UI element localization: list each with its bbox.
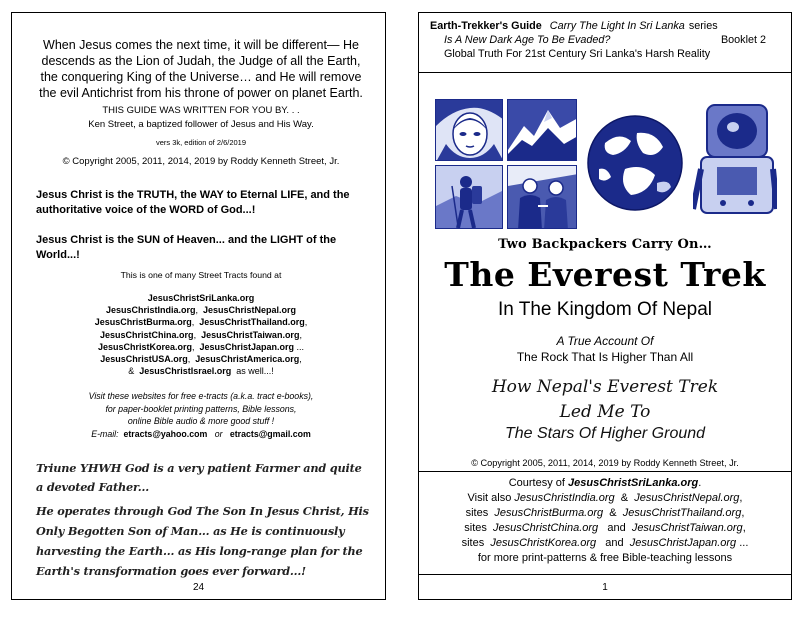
site-link-israel[interactable]: JesusChristIsrael.org <box>139 366 232 377</box>
courtesy-site-thailand[interactable]: JesusChristThailand.org <box>622 507 742 519</box>
site-link-srilanka[interactable]: JesusChristSriLanka.org <box>147 293 255 303</box>
courtesy-site-korea[interactable]: JesusChristKorea.org <box>490 537 597 549</box>
operates-statement: He operates through God The Son In Jesus Christ, His Only Begotten Son of Man... as He is continuously harvesting the Earth... as His long-range plan for the Earth's transformation goes ever forward...! <box>36 504 369 578</box>
header-line-2 <box>430 33 782 47</box>
true-account-line-1: A True Account Of <box>556 334 654 348</box>
courtesy-box: Courtesy of JesusChristSriLanka.org. Visit also JesusChristIndia.org & JesusChristNepal.org, sites JesusChristBurma.org & JesusChristThailand.org, sites JesusChristChina.org and JesusChristTaiwan.org, sites JesusChristKorea.org and JesusChristJapan.org ... for more print-patterns & free Bible-teaching lessons <box>419 471 791 575</box>
stars-line: The Stars Of Higher Ground <box>504 425 706 442</box>
site-link-burma[interactable]: JesusChristBurma.org <box>94 317 192 328</box>
visit-free-line-2: for paper-booklet printing patterns, Bible lessons, <box>105 403 297 414</box>
site-link-taiwan[interactable]: JesusChristTaiwan.org <box>201 329 300 340</box>
header-line-1 <box>430 19 782 33</box>
how-nepal-line-2: Led Me To <box>559 402 651 422</box>
astronaut-image <box>693 99 777 229</box>
sites-word-3: sites <box>461 537 485 549</box>
right-page <box>418 12 792 600</box>
author-line: Ken Street, a baptized follower of Jesus and His Way. <box>88 119 314 130</box>
courtesy-site-china[interactable]: JesusChristChina.org <box>493 522 599 534</box>
mountain-photo <box>507 99 577 161</box>
sun-statement: Jesus Christ is the SUN of Heaven... and the LIGHT of the World...! <box>36 234 337 261</box>
how-nepal-block <box>419 375 791 425</box>
page-number-right: 1 <box>602 582 608 593</box>
backpackers-photo <box>507 165 577 229</box>
page-number-left: 24 <box>192 582 205 593</box>
site-link-thailand[interactable]: JesusChristThailand.org <box>199 317 305 328</box>
series-word: series <box>688 20 718 32</box>
author-block <box>32 104 370 132</box>
email-link-gmail[interactable]: etracts@gmail.com <box>229 428 311 439</box>
email-link-yahoo[interactable]: etracts@yahoo.com <box>123 428 208 439</box>
visit-free-line-3: online Bible audio & more good stuff ! <box>127 416 275 426</box>
courtesy-site-india[interactable]: JesusChristIndia.org <box>514 492 615 504</box>
series-header <box>419 13 791 73</box>
email-label: E-mail: <box>91 428 119 439</box>
as-well-text: as well...! <box>236 366 274 377</box>
truth-statement: Jesus Christ is the TRUTH, the WAY to Eternal LIFE, and the authoritative voice of the WORD of God...! <box>36 189 350 216</box>
globe-image <box>585 113 685 213</box>
true-account-block <box>419 333 791 365</box>
intro-paragraph: When Jesus comes the next time, it will be different— He descends as the Lion of Judah, the Judge of all the Earth, the conquering King of the Universe… and He will remove the evil Antichrist from his throne of power on planet Earth. <box>39 38 363 100</box>
trekker-photo <box>435 165 503 229</box>
copyright-left: © Copyright 2005, 2011, 2014, 2019 by Roddy Kenneth Street, Jr. <box>62 156 340 167</box>
courtesy-site-taiwan[interactable]: JesusChristTaiwan.org <box>631 522 743 534</box>
booklet-title: The Everest Trek <box>444 255 766 294</box>
written-for-you-line: THIS GUIDE WAS WRITTEN FOR YOU BY. . . <box>102 105 300 116</box>
courtesy-site-nepal[interactable]: JesusChristNepal.org <box>634 492 740 504</box>
question-text: Is A New Dark Age To Be Evaded? <box>444 34 611 46</box>
triune-statement: Triune YHWH God is a very patient Farmer and quite a devoted Father... <box>36 461 362 494</box>
site-link-japan[interactable]: JesusChristJapan.org <box>199 341 295 352</box>
courtesy-of-label: Courtesy of <box>508 477 565 489</box>
email-or: or <box>214 428 223 439</box>
site-link-nepal[interactable]: JesusChristNepal.org <box>203 305 297 316</box>
site-link-usa[interactable]: JesusChristUSA.org <box>100 354 188 365</box>
and-word-2: and <box>605 537 624 549</box>
site-link-china[interactable]: JesusChristChina.org <box>100 329 194 340</box>
courtesy-site-japan[interactable]: JesusChristJapan.org <box>629 537 737 549</box>
courtesy-site-burma[interactable]: JesusChristBurma.org <box>494 507 604 519</box>
visit-free-line-1: Visit these websites for free e-tracts (a.k.a. tract e-books), <box>88 391 314 401</box>
copyright-right: © Copyright 2005, 2011, 2014, 2019 by Roddy Kenneth Street, Jr. <box>471 458 739 468</box>
how-nepal-line-1: How Nepal's Everest Trek <box>491 377 719 397</box>
courtesy-closing: for more print-patterns & free Bible-teaching lessons <box>477 552 733 564</box>
series-title: Carry The Light In Sri Lanka <box>549 20 685 32</box>
one-of-many-line: This is one of many Street Tracts found at <box>120 270 282 280</box>
true-account-line-2: The Rock That Is Higher Than All <box>516 350 694 364</box>
kingdom-subtitle: In The Kingdom Of Nepal <box>497 299 713 320</box>
guide-name: Earth-Trekker's Guide <box>430 20 542 32</box>
and-word-1: and <box>607 522 626 534</box>
site-link-india[interactable]: JesusChristIndia.org <box>105 305 196 316</box>
backpackers-heading: Two Backpackers Carry On… <box>498 237 712 252</box>
header-subtitle: Global Truth For 21st Century Sri Lanka's Harsh Reality <box>444 48 711 60</box>
cover-photo-collage <box>431 99 777 234</box>
site-link-korea[interactable]: JesusChristKorea.org <box>97 341 192 352</box>
site-list-ellipsis: ... <box>296 341 305 352</box>
site-list: JesusChristSriLanka.org JesusChristIndia.org, JesusChristNepal.org JesusChristBurma.org, JesusChristThailand.org, JesusChristChina.org, JesusChristTaiwan.org, JesusChristKorea.org, JesusChristJapan.org ... JesusChristUSA.org, JesusChristAmerica.org, & JesusChristIsrael.org as well...! <box>94 293 308 377</box>
left-page <box>11 12 386 600</box>
sites-word-1: sites <box>465 507 489 519</box>
courtesy-site-srilanka[interactable]: JesusChristSriLanka.org <box>568 477 699 489</box>
email-line <box>32 428 370 441</box>
site-link-america[interactable]: JesusChristAmerica.org <box>195 354 300 365</box>
booklet-number: Booklet 2 <box>720 34 766 46</box>
girl-portrait-photo <box>435 99 503 161</box>
visit-free-block <box>32 390 370 440</box>
visit-also-label: Visit also <box>467 492 512 504</box>
version-line: vers 3k, edition of 2/6/2019 <box>155 138 247 147</box>
sites-word-2: sites <box>464 522 487 534</box>
